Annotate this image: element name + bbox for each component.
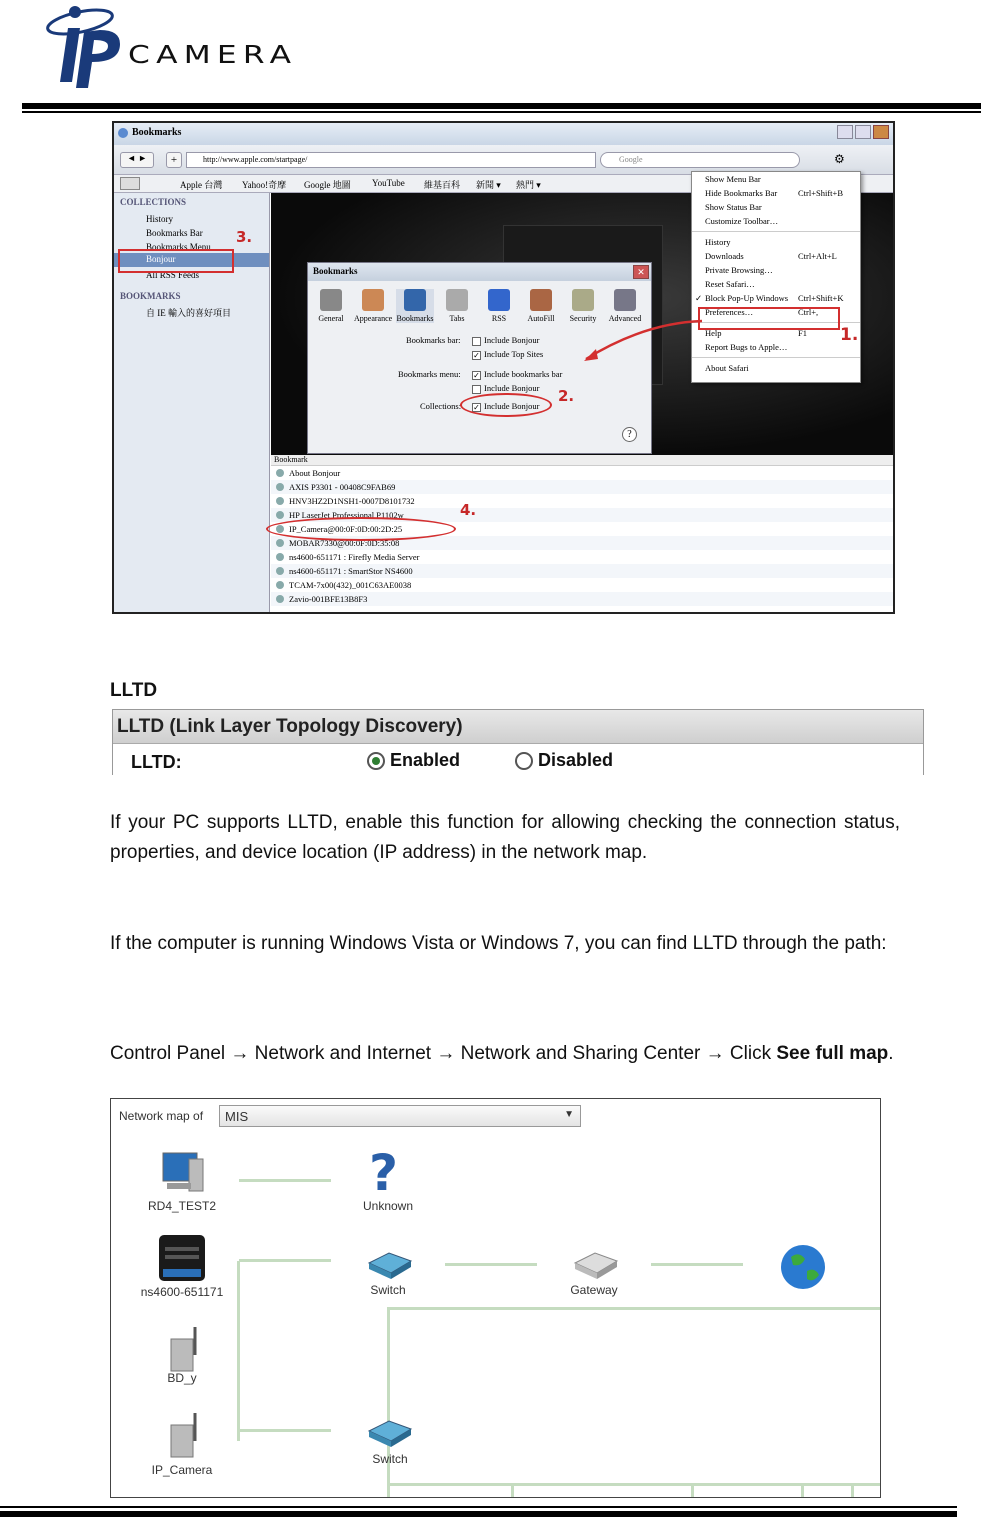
logo bbox=[40, 2, 310, 94]
window-controls[interactable] bbox=[837, 125, 889, 139]
marker-ellipse-2 bbox=[460, 393, 552, 417]
collections-heading: COLLECTIONS bbox=[120, 197, 187, 207]
help-button[interactable]: ? bbox=[622, 427, 637, 442]
sidebar-item-bookmarks-menu[interactable]: Bookmarks Menu bbox=[146, 242, 211, 252]
unknown-device-icon[interactable]: ? bbox=[369, 1144, 399, 1202]
bonjour-icon bbox=[276, 483, 284, 491]
pref-tab-autofill[interactable]: AutoFill bbox=[522, 289, 560, 323]
footer-rule-thick bbox=[0, 1511, 957, 1517]
menu-item[interactable]: Show Status Bar bbox=[705, 202, 762, 212]
window-title: Bookmarks bbox=[114, 123, 893, 145]
bonjour-icon bbox=[276, 497, 284, 505]
link-line bbox=[237, 1261, 240, 1441]
paragraph-lltd-intro: If your PC supports LLTD, enable this function for allowing checking the connection status, properties, and device location (IP address) in the network map. bbox=[110, 812, 900, 863]
internet-globe-icon[interactable] bbox=[779, 1243, 827, 1291]
lltd-heading: LLTD bbox=[110, 680, 158, 701]
node-label-switch: Switch bbox=[370, 1283, 406, 1297]
network-map-screenshot bbox=[110, 1098, 881, 1498]
minimize-icon[interactable] bbox=[837, 125, 853, 139]
pref-tab-appearance[interactable]: Appearance bbox=[354, 289, 392, 323]
marker-box-1 bbox=[698, 307, 840, 330]
sidebar-item-bookmarks-bar[interactable]: Bookmarks Bar bbox=[146, 228, 203, 238]
menu-item[interactable]: Show Menu Bar bbox=[705, 174, 761, 184]
access-point-icon[interactable] bbox=[167, 1325, 203, 1373]
paragraph-control-panel-path: Control Panel → Network and Internet → Network and Sharing Center → Click See full map. bbox=[110, 1043, 894, 1064]
appearance-icon bbox=[362, 289, 384, 311]
nas-icon[interactable] bbox=[157, 1233, 207, 1283]
close-icon[interactable] bbox=[873, 125, 889, 139]
menu-item[interactable]: Private Browsing… bbox=[705, 265, 773, 275]
lltd-label: LLTD: bbox=[131, 752, 182, 772]
link-line bbox=[801, 1485, 804, 1498]
dialog-title: Bookmarks bbox=[308, 263, 651, 281]
marker-2: 2. bbox=[558, 387, 575, 405]
paragraph-windows-path: If the computer is running Windows Vista or Windows 7, you can find LLTD through the path: bbox=[110, 933, 887, 954]
bookmark-row[interactable]: TCAM-7x00(432)_001C63AE0038 bbox=[271, 578, 895, 592]
computer-icon[interactable] bbox=[159, 1149, 207, 1197]
node-label-switch-2: Switch bbox=[372, 1452, 408, 1466]
node-label-gateway: Gateway bbox=[570, 1283, 618, 1297]
link-line bbox=[387, 1307, 390, 1498]
see-full-map-text: See full map bbox=[776, 1043, 889, 1064]
ip-camera-icon[interactable] bbox=[167, 1411, 203, 1459]
bookmarks-icon bbox=[404, 289, 426, 311]
pref-tab-rss[interactable]: RSS bbox=[480, 289, 518, 323]
pref-tab-general[interactable]: General bbox=[312, 289, 350, 323]
sidebar: COLLECTIONS History Bookmarks Bar Bookmarks Menu Bonjour All RSS Feeds BOOKMARKS 自 IE 輸入的喜好項目 bbox=[114, 193, 270, 614]
collections-label: Collections: bbox=[420, 401, 462, 411]
node-label-unknown: Unknown bbox=[362, 1199, 414, 1213]
menu-separator bbox=[692, 231, 860, 232]
bm-item-3[interactable]: YouTube bbox=[372, 178, 405, 188]
maximize-icon[interactable] bbox=[855, 125, 871, 139]
lltd-panel-title: LLTD (Link Layer Topology Discovery) bbox=[113, 710, 923, 744]
header-rule-thick bbox=[22, 103, 981, 109]
link-line bbox=[239, 1259, 331, 1262]
link-line bbox=[239, 1429, 331, 1432]
link-line bbox=[387, 1483, 881, 1486]
search-field[interactable]: Google bbox=[600, 152, 800, 168]
bookmark-row[interactable]: IP_Camera@00:0F:0D:00:2D:25 bbox=[271, 522, 895, 536]
marker-3: 3. bbox=[236, 228, 253, 246]
bookmark-row[interactable]: AXIS P3301 - 00408C9FAB69 bbox=[271, 480, 895, 494]
chevron-down-icon: ▼ bbox=[564, 1109, 574, 1120]
bm-item-5[interactable]: 新聞 ▾ bbox=[476, 180, 501, 190]
menu-item[interactable]: About Safari bbox=[705, 363, 749, 373]
gateway-icon[interactable] bbox=[571, 1249, 621, 1279]
gear-icon[interactable]: ⚙ bbox=[834, 152, 845, 166]
pref-tab-security[interactable]: Security bbox=[564, 289, 602, 323]
network-map-label: Network map of bbox=[119, 1109, 204, 1123]
menu-item[interactable]: Help F1 bbox=[705, 328, 807, 338]
bookmark-row[interactable]: ns4600-651171 : Firefly Media Server bbox=[271, 550, 895, 564]
opt-bar-bonjour[interactable]: Include Bonjour bbox=[472, 335, 539, 346]
safari-icon bbox=[118, 128, 128, 138]
menu-item[interactable]: Report Bugs to Apple… bbox=[705, 342, 788, 352]
switch-icon[interactable] bbox=[365, 1249, 415, 1279]
url-field[interactable]: http://www.apple.com/startpage/ bbox=[186, 152, 596, 168]
logo-camera-text: CAMERA bbox=[128, 40, 298, 69]
bookmarks-heading: BOOKMARKS bbox=[120, 291, 181, 301]
link-line bbox=[851, 1485, 854, 1498]
dialog-close-icon[interactable]: ✕ bbox=[633, 265, 649, 279]
link-line bbox=[651, 1263, 743, 1266]
footer-rule-thin bbox=[0, 1506, 957, 1508]
link-line bbox=[387, 1307, 881, 1310]
menu-item[interactable]: Hide Bookmarks Bar Ctrl+Shift+B bbox=[705, 188, 844, 198]
node-label-bdy: BD_y bbox=[167, 1371, 197, 1385]
link-line bbox=[691, 1485, 694, 1498]
node-label-ipcamera: IP_Camera bbox=[151, 1463, 213, 1477]
bm-item-4[interactable]: 維基百科 bbox=[424, 180, 461, 190]
advanced-icon bbox=[614, 289, 636, 311]
bonjour-icon bbox=[276, 469, 284, 477]
bonjour-icon bbox=[276, 511, 284, 519]
bar-label: Bookmarks bar: bbox=[406, 335, 461, 345]
sidebar-item-history[interactable]: History bbox=[146, 214, 173, 224]
link-line bbox=[239, 1179, 331, 1182]
bookmark-row[interactable]: ns4600-651171 : SmartStor NS4600 bbox=[271, 564, 895, 578]
opt-collections-bonjour[interactable]: ✓ Include Bonjour bbox=[473, 401, 540, 412]
security-icon bbox=[572, 289, 594, 311]
marker-4: 4. bbox=[460, 501, 477, 519]
header-rule-thin bbox=[22, 111, 981, 113]
bookmarks-bar-icon[interactable] bbox=[120, 177, 140, 190]
arrow-annotation bbox=[574, 313, 714, 373]
lltd-panel bbox=[112, 709, 924, 775]
bookmark-row[interactable]: HNV3HZ2D1NSH1-0007D8101732 bbox=[271, 494, 895, 508]
pref-tab-tabs[interactable]: Tabs bbox=[438, 289, 476, 323]
bonjour-icon bbox=[276, 581, 284, 589]
bonjour-icon bbox=[276, 567, 284, 575]
node-label-ns4600: ns4600-651171 bbox=[140, 1285, 224, 1299]
tabs-icon bbox=[446, 289, 468, 311]
bm-item-0[interactable]: Apple 台灣 bbox=[180, 180, 223, 190]
check-icon: ✓ bbox=[695, 293, 703, 303]
lltd-disabled-radio[interactable]: Disabled bbox=[515, 750, 613, 771]
node-label-rd4: RD4_TEST2 bbox=[147, 1199, 217, 1213]
bm-item-1[interactable]: Yahoo!奇摩 bbox=[242, 180, 287, 190]
opt-menu-bookmarksbar[interactable]: ✓ Include bookmarks bar bbox=[473, 369, 563, 380]
menu-item[interactable]: History bbox=[705, 237, 731, 247]
bonjour-icon bbox=[276, 595, 284, 603]
opt-bar-topsites[interactable]: ✓ Include Top Sites bbox=[473, 349, 544, 360]
pref-tab-advanced[interactable]: Advanced bbox=[606, 289, 644, 323]
menu-label: Bookmarks menu: bbox=[398, 369, 461, 379]
list-header: Bookmark bbox=[271, 455, 895, 466]
marker-1: 1. bbox=[840, 325, 859, 345]
add-bookmark-button[interactable]: + bbox=[166, 152, 182, 168]
back-button[interactable]: ◄ ► bbox=[120, 152, 154, 168]
bookmark-row[interactable]: HP LaserJet Professional P1102w bbox=[271, 508, 895, 522]
menu-item[interactable]: Reset Safari… bbox=[705, 279, 755, 289]
rss-icon bbox=[488, 289, 510, 311]
marker-ellipse-4 bbox=[266, 517, 456, 541]
settings-menu bbox=[691, 171, 861, 383]
lltd-enabled-radio[interactable]: Enabled bbox=[367, 750, 460, 771]
link-line bbox=[445, 1263, 537, 1266]
sidebar-item-ie-favorites[interactable]: 自 IE 輸入的喜好項目 bbox=[146, 308, 231, 318]
bm-item-2[interactable]: Google 地圖 bbox=[304, 180, 351, 190]
bonjour-icon bbox=[276, 539, 284, 547]
bonjour-icon bbox=[276, 553, 284, 561]
bookmark-row[interactable]: Zavio-001BFE13B8F3 bbox=[271, 592, 895, 606]
opt-menu-bonjour[interactable]: Include Bonjour bbox=[472, 383, 539, 394]
menu-separator bbox=[692, 357, 860, 358]
bookmark-row[interactable]: MOBAR7330@00:0F:0D:35:08 bbox=[271, 536, 895, 550]
general-icon bbox=[320, 289, 342, 311]
menu-item[interactable]: ✓ Block Pop-Up Windows Ctrl+Shift+K bbox=[695, 293, 844, 303]
bookmark-row[interactable]: About Bonjour bbox=[271, 466, 895, 480]
network-select[interactable]: MIS ▼ bbox=[219, 1105, 581, 1127]
lltd-row bbox=[113, 744, 923, 776]
autofill-icon bbox=[530, 289, 552, 311]
menu-item[interactable]: Downloads Ctrl+Alt+L bbox=[705, 251, 837, 261]
link-line bbox=[511, 1485, 514, 1498]
marker-box-3 bbox=[118, 249, 234, 273]
menu-item[interactable]: Preferences… Ctrl+, bbox=[705, 307, 819, 317]
sidebar-item-rss[interactable]: All RSS Feeds bbox=[146, 270, 200, 280]
menu-item[interactable]: Customize Toolbar… bbox=[705, 216, 779, 226]
pref-tab-bookmarks[interactable]: Bookmarks bbox=[396, 289, 434, 323]
bm-item-6[interactable]: 熱門 ▾ bbox=[516, 180, 541, 190]
switch-icon[interactable] bbox=[365, 1417, 415, 1447]
safari-screenshot bbox=[112, 121, 895, 614]
